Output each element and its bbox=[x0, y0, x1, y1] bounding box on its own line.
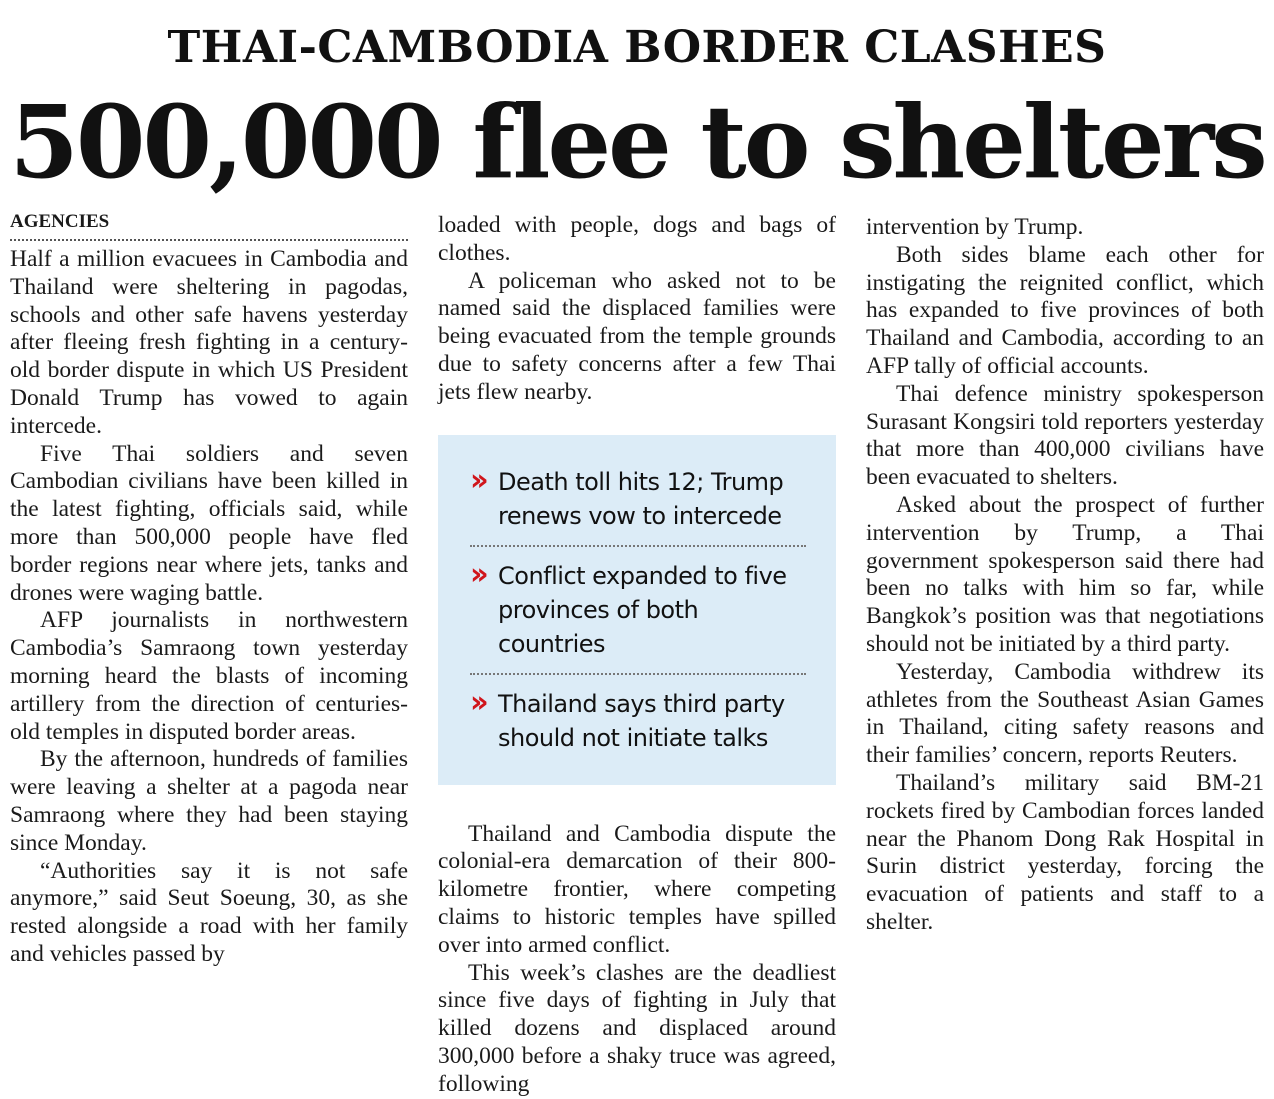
paragraph: Five Thai soldiers and seven Cambodian civilians have been killed in the latest fighting, officials said, while more than 500,000 people have fled border regions near where jets, tanks and drones were waging battle. bbox=[10, 440, 408, 606]
paragraph: intervention by Trump. bbox=[866, 214, 1084, 240]
paragraph: Yesterday, Cambodia withdrew its athletes from the Southeast Asian Games in Thailand, citing safety reasons and their families’ concern, reports Reuters. bbox=[866, 658, 1264, 769]
paragraph: AFP journalists in northwestern Cambodia’s Samraong town yesterday morning heard the blasts of incoming artillery from the direction of centuries-old temples in disputed border areas. bbox=[10, 607, 408, 745]
paragraph: loaded with people, dogs and bags of clothes. bbox=[438, 212, 836, 266]
highlight-text: Death toll hits 12; Trump renews vow to intercede bbox=[498, 467, 784, 530]
paragraph: Half a million evacuees in Cambodia and Thailand were sheltering in pagodas, schools and other safe havens yesterday after fleeing fresh fighting in a century-old border dispute in which US President Donald Trump has vowed to again intercede. bbox=[10, 246, 408, 439]
article-column-2 bbox=[438, 212, 836, 1097]
highlights-box bbox=[438, 435, 836, 785]
paragraph: Both sides blame each other for instigating the reignited conflict, which has expanded to five provinces of both Thailand and Cambodia, according to an AFP tally of official accounts. bbox=[866, 241, 1264, 379]
highlight-text: Conflict expanded to five provinces of both countries bbox=[498, 561, 787, 658]
highlight-item bbox=[470, 556, 806, 675]
article-column-3 bbox=[866, 214, 1264, 1059]
highlight-item bbox=[470, 684, 806, 767]
paragraph: Thai defence ministry spokesperson Surasant Kongsiri told reporters yesterday that more than 400,000 civilians have been evacuated to shelters. bbox=[866, 380, 1264, 491]
paragraph: Thailand’s military said BM-21 rockets fired by Cambodian forces landed near the Phanom Dong Rak Hospital in Surin district yesterday, forcing the evacuation of patients and staff to a shelter. bbox=[866, 769, 1264, 935]
double-chevron-right-icon: ›› bbox=[470, 684, 483, 720]
headline: 500,000 flee to shelters bbox=[9, 83, 1265, 201]
byline: AGENCIES bbox=[10, 212, 408, 241]
double-chevron-right-icon: ›› bbox=[470, 462, 483, 498]
paragraph: “Authorities say it is not safe anymore,” said Seut Soeung, 30, as she rested alongside a road with her family and vehicles passed by bbox=[10, 857, 408, 967]
highlight-item bbox=[470, 462, 806, 547]
article-column-1 bbox=[10, 212, 408, 1057]
kicker-heading: THAI-CAMBODIA BORDER CLASHES bbox=[167, 22, 1107, 73]
paragraph: Thailand and Cambodia dispute the colonial-era demarcation of their 800-kilometre frontier, where competing claims to historic temples have spilled over into armed conflict. bbox=[438, 820, 836, 958]
double-chevron-right-icon: ›› bbox=[470, 556, 483, 592]
paragraph: By the afternoon, hundreds of families were leaving a shelter at a pagoda near Samraong where they had been staying since Monday. bbox=[10, 746, 408, 856]
paragraph: Asked about the prospect of further intervention by Trump, a Thai government spokesperson said there had been no talks with him so far, while Bangkok’s position was that negotiations should not be initiated by a third party. bbox=[866, 491, 1264, 657]
paragraph: A policeman who asked not to be named said the displaced families were being evacuated from the temple grounds due to safety concerns after a few Thai jets flew nearby. bbox=[438, 267, 836, 405]
highlight-text: Thailand says third party should not initiate talks bbox=[498, 689, 785, 752]
paragraph: This week’s clashes are the deadliest since five days of fighting in July that killed dozens and displaced around 300,000 before a shaky truce was agreed, following bbox=[438, 959, 836, 1097]
